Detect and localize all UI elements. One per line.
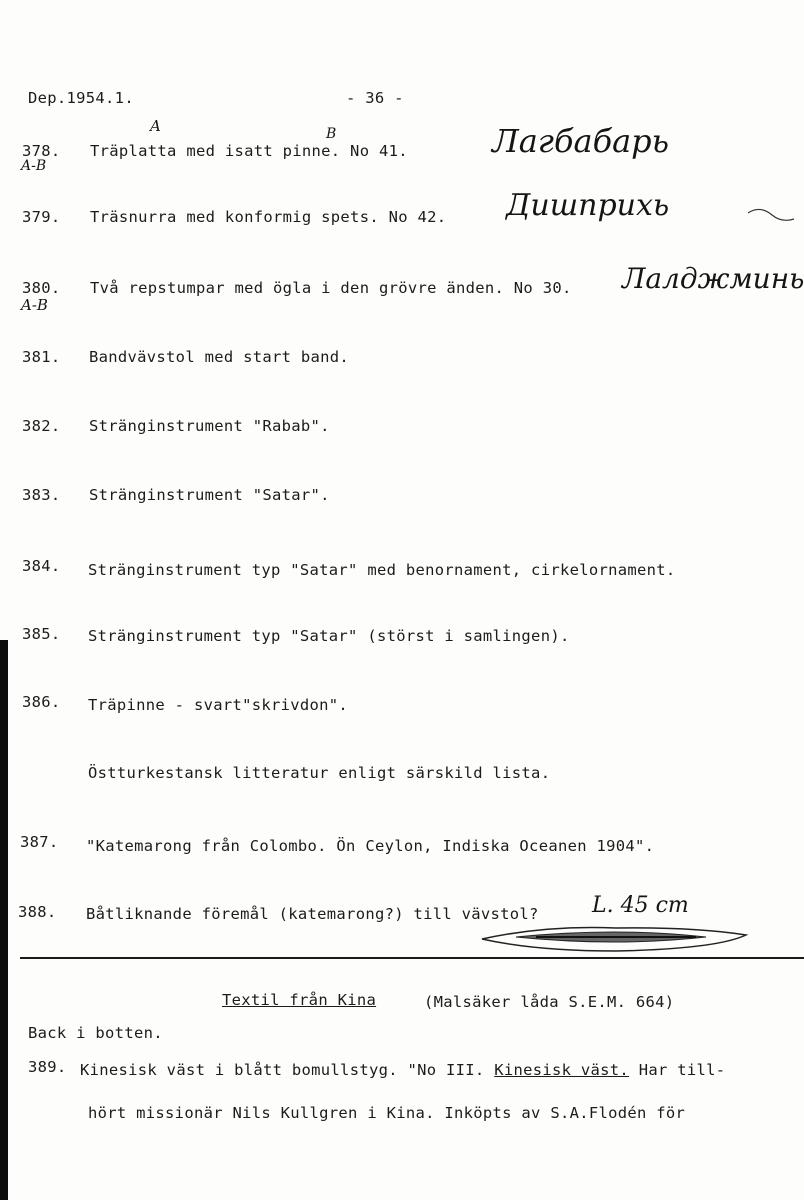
section-location: (Malsäker låda S.E.M. 664) bbox=[424, 993, 675, 1011]
entry-number: 378. bbox=[22, 142, 61, 160]
boat-sketch-icon bbox=[476, 923, 752, 955]
handwritten-name: Дишприхь bbox=[506, 188, 670, 223]
entry-number: 388. bbox=[18, 903, 57, 921]
entry-text: Två repstumpar med ögla i den grövre änden. No 30. bbox=[90, 279, 572, 297]
entry-text bbox=[80, 1061, 725, 1079]
handwritten-name: Лагбабарь bbox=[492, 122, 670, 160]
entry-number: 381. bbox=[22, 348, 61, 366]
entry-subparts: A-B bbox=[21, 158, 47, 174]
section-divider bbox=[20, 957, 804, 959]
entry-number: 386. bbox=[22, 693, 61, 711]
stray-mark-icon bbox=[746, 205, 796, 227]
entry-text-underlined: Kinesisk väst. bbox=[494, 1061, 630, 1079]
back-note: Back i botten. bbox=[28, 1024, 163, 1042]
entry-text-continued: hört missionär Nils Kullgren i Kina. Inköpts av S.A.Flodén för bbox=[88, 1104, 686, 1122]
section-title: Textil från Kina bbox=[222, 991, 377, 1009]
entry-text: Stränginstrument typ "Satar" med benornament, cirkelornament. bbox=[88, 561, 676, 579]
annotation-b: B bbox=[326, 126, 337, 142]
entry-text: Träsnurra med konformig spets. No 42. bbox=[90, 208, 447, 226]
entry-number: 380. bbox=[22, 279, 61, 297]
page-number: - 36 - bbox=[346, 89, 404, 107]
entry-subparts: A-B bbox=[21, 296, 48, 314]
entry-number: 384. bbox=[22, 557, 61, 575]
entry-number: 385. bbox=[22, 625, 61, 643]
entry-number: 383. bbox=[22, 486, 61, 504]
entry-number: 387. bbox=[20, 833, 59, 851]
entry-text: Bandvävstol med start band. bbox=[89, 348, 350, 366]
handwritten-measurement: L. 45 cm bbox=[592, 893, 689, 918]
entry-text: Stränginstrument "Rabab". bbox=[89, 417, 330, 435]
entry-text: Båtliknande föremål (katemarong?) till vävstol? bbox=[86, 905, 539, 923]
entry-text: Träplatta med isatt pinne. No 41. bbox=[90, 142, 408, 160]
dep-reference: Dep.1954.1. bbox=[28, 89, 134, 107]
entry-text: Träpinne - svart"skrivdon". bbox=[88, 696, 349, 714]
handwritten-name: Лалджминь bbox=[622, 262, 804, 295]
entry-text: Stränginstrument typ "Satar" (störst i samlingen). bbox=[88, 627, 570, 645]
entry-number: 382. bbox=[22, 417, 61, 435]
annotation-a: A bbox=[150, 117, 161, 135]
scan-edge-shadow bbox=[0, 640, 8, 1200]
entry-text-part: Har till- bbox=[638, 1061, 726, 1079]
entry-text: "Katemarong från Colombo. Ön Ceylon, Indiska Oceanen 1904". bbox=[86, 837, 655, 855]
literature-note: Östturkestansk litteratur enligt särskild lista. bbox=[88, 764, 551, 782]
entry-text: Stränginstrument "Satar". bbox=[89, 486, 330, 504]
entry-number: 379. bbox=[22, 208, 61, 226]
entry-text-part: Kinesisk väst i blått bomullstyg. "No III. bbox=[80, 1061, 485, 1079]
entry-number: 389. bbox=[28, 1058, 67, 1076]
